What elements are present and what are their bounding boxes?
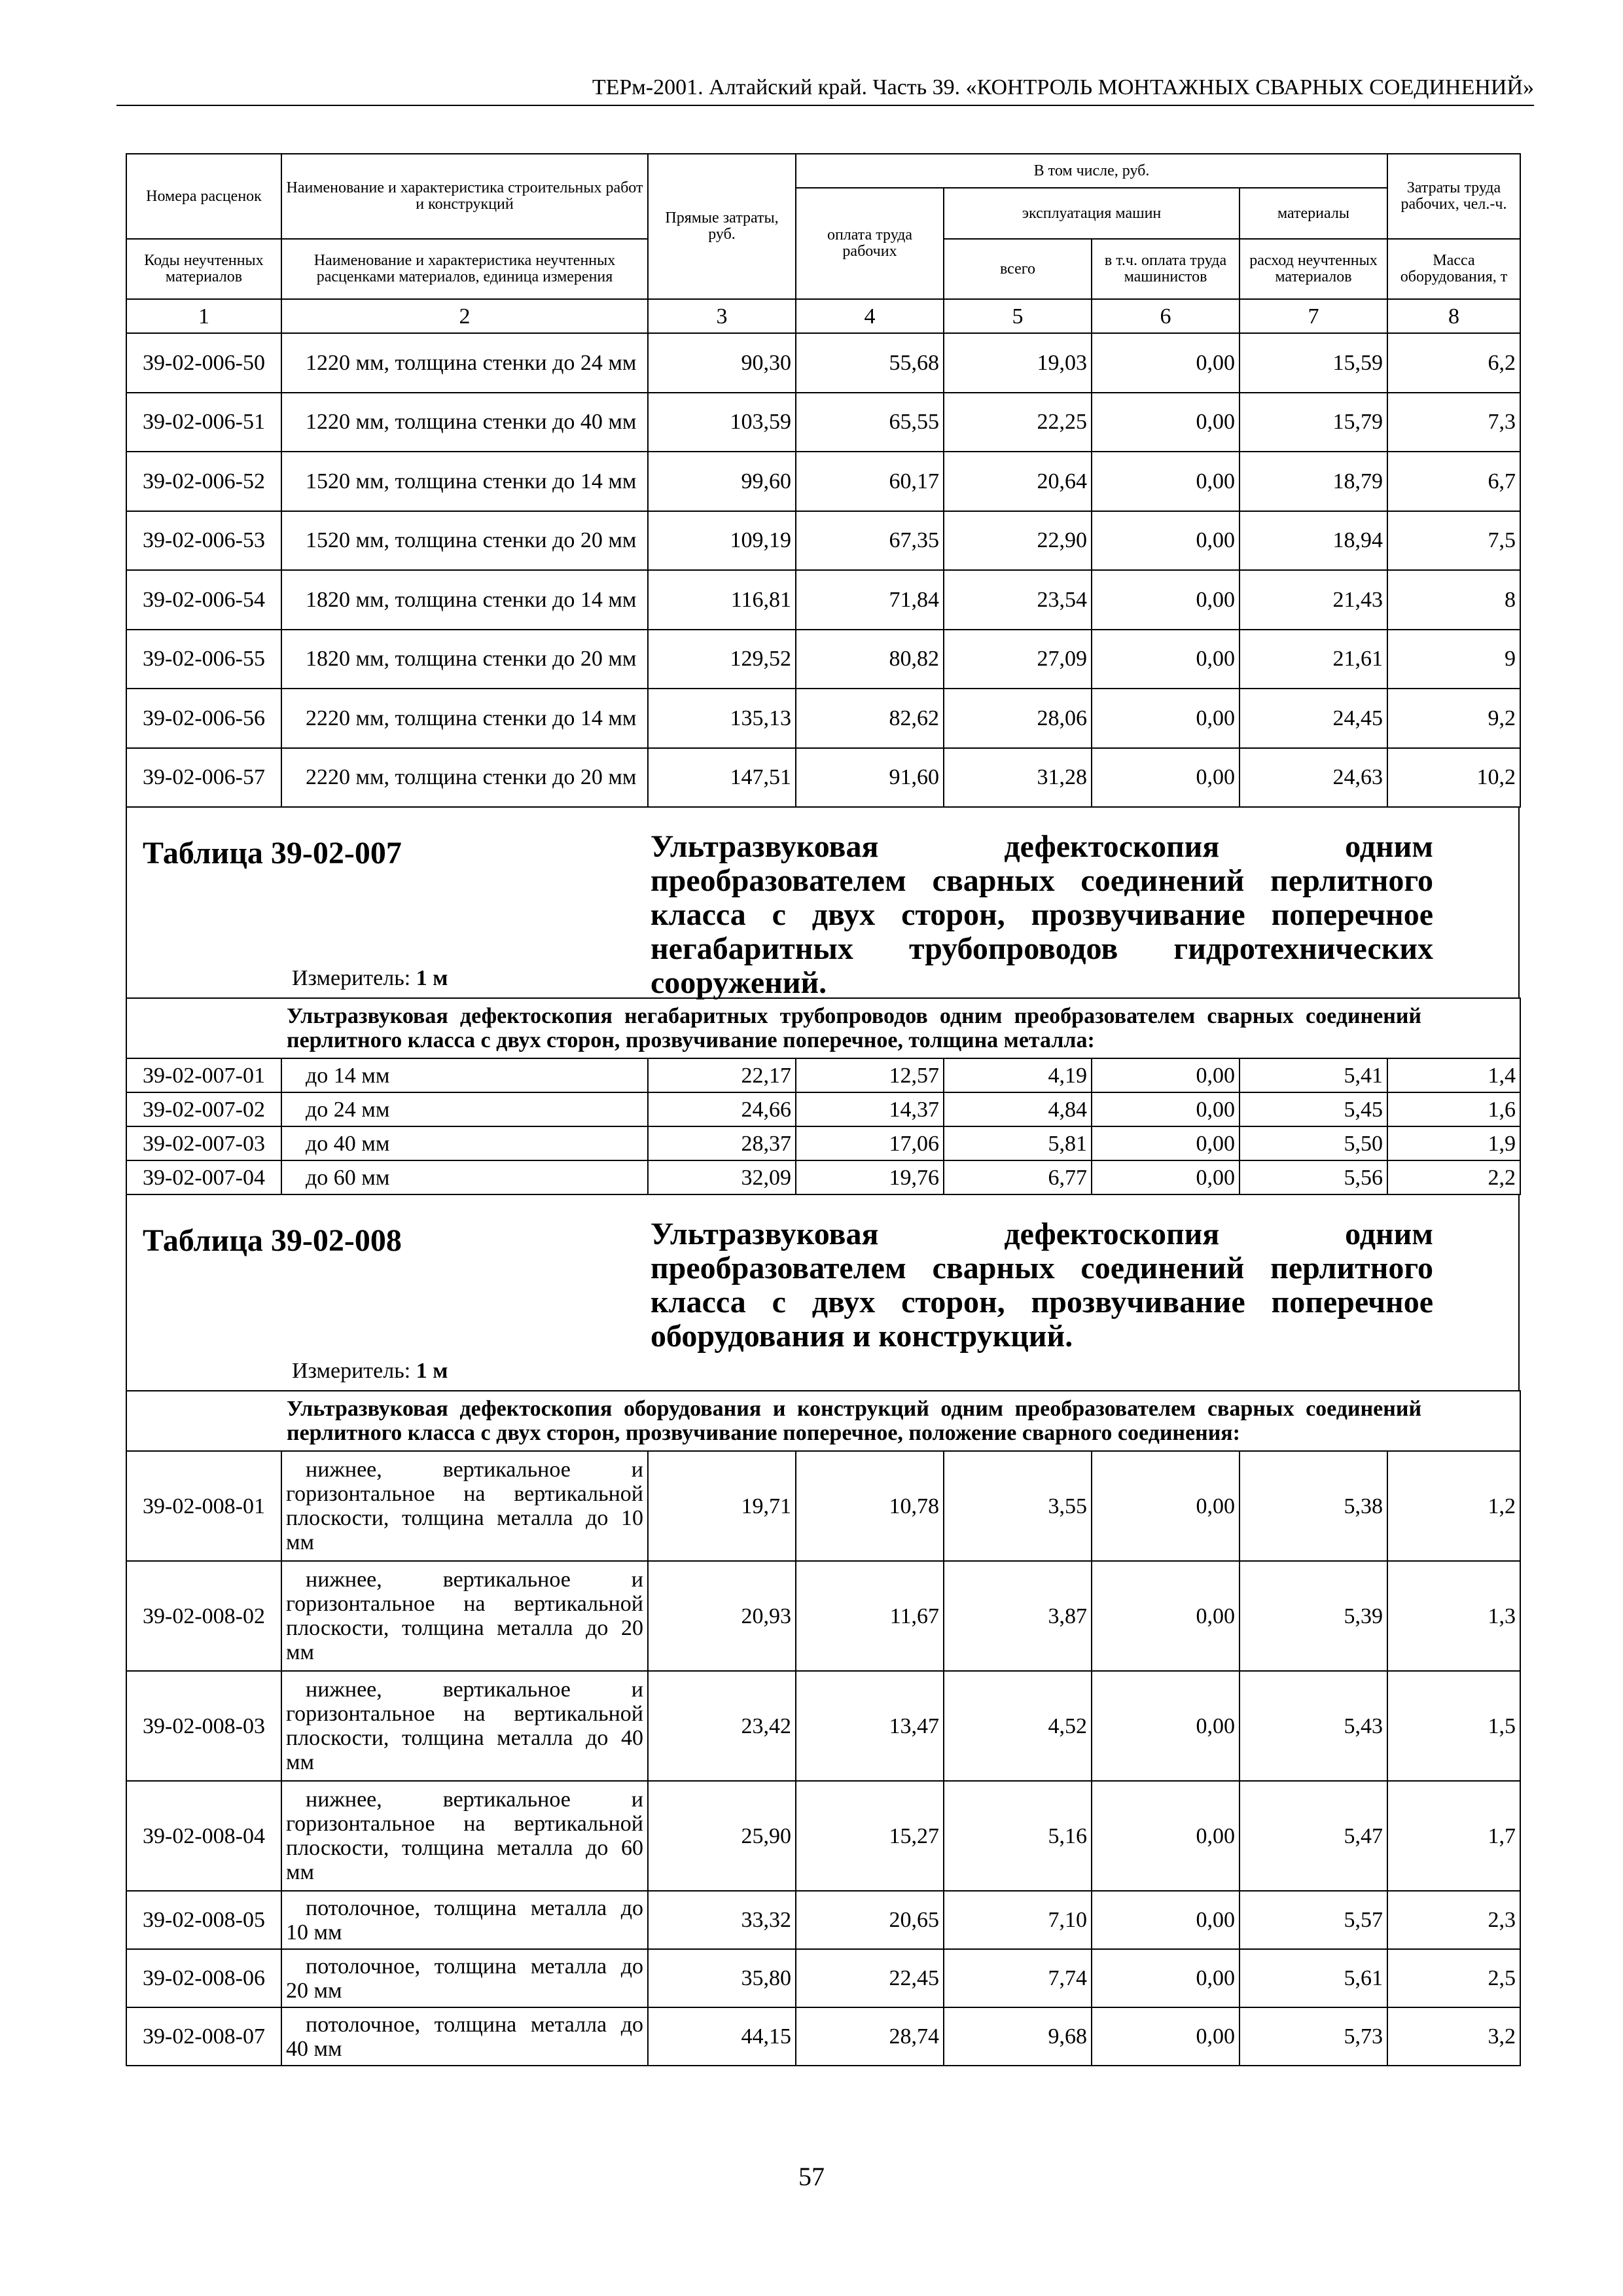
rate-code: 39-02-007-03 bbox=[126, 1126, 281, 1160]
materials-cost: 5,73 bbox=[1240, 2007, 1387, 2066]
operator-labor-cost: 0,00 bbox=[1092, 1891, 1240, 1949]
col-mat-names: Наименование и характеристика неучтенных расценками материалов, единица измерения bbox=[281, 239, 648, 299]
machine-cost: 4,52 bbox=[944, 1671, 1092, 1781]
table-row bbox=[126, 1092, 1520, 1126]
work-description: нижнее, вертикальное и горизонтальное на вертикальной плоскости, толщина металла до 60 мм bbox=[281, 1781, 648, 1891]
materials-cost: 5,41 bbox=[1240, 1058, 1387, 1092]
table-row bbox=[126, 1160, 1520, 1194]
table-number: Таблица 39-02-008 bbox=[143, 1223, 402, 1258]
table-row bbox=[126, 1451, 1520, 1561]
labor-cost: 82,62 bbox=[796, 689, 944, 748]
table-title: Ультразвуковая дефектоскопия одним преобразователем сварных соединений перлитного класса с двух сторон, прозвучивание поперечное оборудования и конструкций. bbox=[651, 1217, 1433, 1354]
machine-cost: 19,03 bbox=[944, 333, 1092, 393]
col-code: Номера расценок bbox=[126, 154, 281, 239]
labor-hours: 1,9 bbox=[1387, 1126, 1520, 1160]
materials-cost: 24,45 bbox=[1240, 689, 1387, 748]
rate-code: 39-02-008-05 bbox=[126, 1891, 281, 1949]
direct-cost: 90,30 bbox=[648, 333, 796, 393]
labor-cost: 19,76 bbox=[796, 1160, 944, 1194]
labor-hours: 2,3 bbox=[1387, 1891, 1520, 1949]
table-row bbox=[126, 393, 1520, 452]
rate-code: 39-02-006-50 bbox=[126, 333, 281, 393]
measure-label: Измеритель: bbox=[292, 1359, 411, 1383]
running-header: ТЕРм-2001. Алтайский край. Часть 39. «КОНТРОЛЬ МОНТАЖНЫХ СВАРНЫХ СОЕДИНЕНИЙ» bbox=[116, 71, 1534, 106]
machine-cost: 23,54 bbox=[944, 570, 1092, 630]
work-description: потолочное, толщина металла до 20 мм bbox=[281, 1949, 648, 2007]
table-row bbox=[126, 452, 1520, 511]
labor-cost: 28,74 bbox=[796, 2007, 944, 2066]
table-subtitle: Ультразвуковая дефектоскопия оборудования и конструкций одним преобразователем сварных соединений перлитного класса с двух сторон, прозвучивание поперечное, положение сварного соединения: bbox=[126, 1391, 1520, 1451]
operator-labor-cost: 0,00 bbox=[1092, 748, 1240, 808]
direct-cost: 35,80 bbox=[648, 1949, 796, 2007]
rate-code: 39-02-006-52 bbox=[126, 452, 281, 511]
work-description: до 24 мм bbox=[281, 1092, 648, 1126]
labor-cost: 15,27 bbox=[796, 1781, 944, 1891]
rate-code: 39-02-007-02 bbox=[126, 1092, 281, 1126]
work-description: нижнее, вертикальное и горизонтальное на вертикальной плоскости, толщина металла до 20 мм bbox=[281, 1561, 648, 1671]
direct-cost: 32,09 bbox=[648, 1160, 796, 1194]
col-labor-cost: оплата труда рабочих bbox=[796, 188, 944, 299]
rate-code: 39-02-008-06 bbox=[126, 1949, 281, 2007]
machine-cost: 27,09 bbox=[944, 630, 1092, 689]
table-row bbox=[126, 511, 1520, 571]
materials-cost: 5,47 bbox=[1240, 1781, 1387, 1891]
machine-cost: 20,64 bbox=[944, 452, 1092, 511]
operator-labor-cost: 0,00 bbox=[1092, 1160, 1240, 1194]
rate-code: 39-02-008-07 bbox=[126, 2007, 281, 2066]
table-row bbox=[126, 2007, 1520, 2066]
rate-code: 39-02-008-03 bbox=[126, 1671, 281, 1781]
operator-labor-cost: 0,00 bbox=[1092, 511, 1240, 571]
work-description: нижнее, вертикальное и горизонтальное на вертикальной плоскости, толщина металла до 10 мм bbox=[281, 1451, 648, 1561]
col-mach-total: всего bbox=[944, 239, 1092, 299]
table-008-heading bbox=[126, 1194, 1520, 1390]
col-num: 3 bbox=[648, 299, 796, 333]
col-mach-labor: в т.ч. оплата труда машинистов bbox=[1092, 239, 1240, 299]
machine-cost: 22,25 bbox=[944, 393, 1092, 452]
machine-cost: 22,90 bbox=[944, 511, 1092, 571]
col-name: Наименование и характеристика строительных работ и конструкций bbox=[281, 154, 648, 239]
materials-cost: 21,61 bbox=[1240, 630, 1387, 689]
rates-table-header bbox=[126, 153, 1521, 334]
labor-hours: 1,7 bbox=[1387, 1781, 1520, 1891]
rate-code: 39-02-006-57 bbox=[126, 748, 281, 808]
machine-cost: 4,19 bbox=[944, 1058, 1092, 1092]
operator-labor-cost: 0,00 bbox=[1092, 1092, 1240, 1126]
col-incl: В том числе, руб. bbox=[796, 154, 1387, 188]
labor-cost: 14,37 bbox=[796, 1092, 944, 1126]
table-row bbox=[126, 1891, 1520, 1949]
machine-cost: 3,55 bbox=[944, 1451, 1092, 1561]
table-row bbox=[126, 630, 1520, 689]
labor-hours: 2,5 bbox=[1387, 1949, 1520, 2007]
machine-cost: 3,87 bbox=[944, 1561, 1092, 1671]
direct-cost: 33,32 bbox=[648, 1891, 796, 1949]
table-row bbox=[126, 1671, 1520, 1781]
materials-cost: 5,50 bbox=[1240, 1126, 1387, 1160]
labor-hours: 1,6 bbox=[1387, 1092, 1520, 1126]
labor-hours: 1,5 bbox=[1387, 1671, 1520, 1781]
rate-code: 39-02-007-01 bbox=[126, 1058, 281, 1092]
table-row bbox=[126, 333, 1520, 393]
table-row bbox=[126, 570, 1520, 630]
operator-labor-cost: 0,00 bbox=[1092, 570, 1240, 630]
labor-cost: 20,65 bbox=[796, 1891, 944, 1949]
direct-cost: 22,17 bbox=[648, 1058, 796, 1092]
direct-cost: 147,51 bbox=[648, 748, 796, 808]
work-description: 1820 мм, толщина стенки до 20 мм bbox=[281, 630, 648, 689]
direct-cost: 25,90 bbox=[648, 1781, 796, 1891]
col-mass: Масса оборудования, т bbox=[1387, 239, 1520, 299]
work-description: нижнее, вертикальное и горизонтальное на вертикальной плоскости, толщина металла до 40 мм bbox=[281, 1671, 648, 1781]
labor-cost: 22,45 bbox=[796, 1949, 944, 2007]
table-title: Ультразвуковая дефектоскопия одним преобразователем сварных соединений перлитного класса с двух сторон, прозвучивание поперечное негабаритных трубопроводов гидротехнических сооружений. bbox=[651, 829, 1433, 1000]
col-labor-hours: Затраты труда рабочих, чел.-ч. bbox=[1387, 154, 1520, 239]
direct-cost: 44,15 bbox=[648, 2007, 796, 2066]
work-description: до 40 мм bbox=[281, 1126, 648, 1160]
table-subtitle: Ультразвуковая дефектоскопия негабаритных трубопроводов одним преобразователем сварных соединений перлитного класса с двух сторон, прозвучивание поперечное, толщина металла: bbox=[126, 998, 1520, 1058]
table-row bbox=[126, 1781, 1520, 1891]
direct-cost: 20,93 bbox=[648, 1561, 796, 1671]
labor-cost: 91,60 bbox=[796, 748, 944, 808]
materials-cost: 5,39 bbox=[1240, 1561, 1387, 1671]
labor-hours: 1,3 bbox=[1387, 1561, 1520, 1671]
labor-cost: 67,35 bbox=[796, 511, 944, 571]
table-row bbox=[126, 1561, 1520, 1671]
measure-unit bbox=[292, 1359, 448, 1384]
work-description: до 14 мм bbox=[281, 1058, 648, 1092]
rate-code: 39-02-008-01 bbox=[126, 1451, 281, 1561]
work-description: 1520 мм, толщина стенки до 14 мм bbox=[281, 452, 648, 511]
labor-cost: 12,57 bbox=[796, 1058, 944, 1092]
rates-table-block-007 bbox=[126, 997, 1521, 1195]
table-row bbox=[126, 1126, 1520, 1160]
operator-labor-cost: 0,00 bbox=[1092, 1451, 1240, 1561]
direct-cost: 116,81 bbox=[648, 570, 796, 630]
direct-cost: 23,42 bbox=[648, 1671, 796, 1781]
col-mat-consumption: расход неучтенных материалов bbox=[1240, 239, 1387, 299]
direct-cost: 103,59 bbox=[648, 393, 796, 452]
labor-hours: 6,2 bbox=[1387, 333, 1520, 393]
materials-cost: 5,43 bbox=[1240, 1671, 1387, 1781]
rate-code: 39-02-006-55 bbox=[126, 630, 281, 689]
direct-cost: 19,71 bbox=[648, 1451, 796, 1561]
col-machines: эксплуатация машин bbox=[944, 188, 1240, 239]
measure-value: 1 м bbox=[416, 966, 448, 990]
col-num: 4 bbox=[796, 299, 944, 333]
machine-cost: 5,81 bbox=[944, 1126, 1092, 1160]
table-row bbox=[126, 748, 1520, 808]
labor-hours: 6,7 bbox=[1387, 452, 1520, 511]
rate-code: 39-02-008-04 bbox=[126, 1781, 281, 1891]
work-description: потолочное, толщина металла до 40 мм bbox=[281, 2007, 648, 2066]
materials-cost: 5,38 bbox=[1240, 1451, 1387, 1561]
materials-cost: 5,56 bbox=[1240, 1160, 1387, 1194]
machine-cost: 7,10 bbox=[944, 1891, 1092, 1949]
labor-hours: 3,2 bbox=[1387, 2007, 1520, 2066]
work-description: 2220 мм, толщина стенки до 14 мм bbox=[281, 689, 648, 748]
col-num: 8 bbox=[1387, 299, 1520, 333]
measure-value: 1 м bbox=[416, 1359, 448, 1383]
labor-hours: 1,4 bbox=[1387, 1058, 1520, 1092]
measure-label: Измеритель: bbox=[292, 966, 411, 990]
col-direct: Прямые затраты, руб. bbox=[648, 154, 796, 299]
operator-labor-cost: 0,00 bbox=[1092, 452, 1240, 511]
rate-code: 39-02-007-04 bbox=[126, 1160, 281, 1194]
col-mat-codes: Коды неучтенных материалов bbox=[126, 239, 281, 299]
rate-code: 39-02-008-02 bbox=[126, 1561, 281, 1671]
work-description: 2220 мм, толщина стенки до 20 мм bbox=[281, 748, 648, 808]
labor-cost: 65,55 bbox=[796, 393, 944, 452]
rates-table-block-008 bbox=[126, 1390, 1521, 2066]
labor-hours: 8 bbox=[1387, 570, 1520, 630]
work-description: 1820 мм, толщина стенки до 14 мм bbox=[281, 570, 648, 630]
labor-cost: 17,06 bbox=[796, 1126, 944, 1160]
work-description: до 60 мм bbox=[281, 1160, 648, 1194]
machine-cost: 28,06 bbox=[944, 689, 1092, 748]
table-number: Таблица 39-02-007 bbox=[143, 836, 402, 870]
labor-hours: 10,2 bbox=[1387, 748, 1520, 808]
machine-cost: 7,74 bbox=[944, 1949, 1092, 2007]
operator-labor-cost: 0,00 bbox=[1092, 689, 1240, 748]
operator-labor-cost: 0,00 bbox=[1092, 1058, 1240, 1092]
materials-cost: 15,59 bbox=[1240, 333, 1387, 393]
labor-cost: 13,47 bbox=[796, 1671, 944, 1781]
labor-hours: 7,3 bbox=[1387, 393, 1520, 452]
operator-labor-cost: 0,00 bbox=[1092, 1949, 1240, 2007]
col-num: 6 bbox=[1092, 299, 1240, 333]
page-number: 57 bbox=[798, 2162, 825, 2191]
operator-labor-cost: 0,00 bbox=[1092, 1126, 1240, 1160]
col-num: 5 bbox=[944, 299, 1092, 333]
machine-cost: 31,28 bbox=[944, 748, 1092, 808]
machine-cost: 5,16 bbox=[944, 1781, 1092, 1891]
machine-cost: 9,68 bbox=[944, 2007, 1092, 2066]
measure-unit bbox=[292, 966, 448, 991]
rate-code: 39-02-006-51 bbox=[126, 393, 281, 452]
labor-hours: 9 bbox=[1387, 630, 1520, 689]
table-row bbox=[126, 1058, 1520, 1092]
rate-code: 39-02-006-54 bbox=[126, 570, 281, 630]
materials-cost: 5,57 bbox=[1240, 1891, 1387, 1949]
rates-table-block-006 bbox=[126, 332, 1521, 808]
work-description: 1220 мм, толщина стенки до 24 мм bbox=[281, 333, 648, 393]
labor-cost: 55,68 bbox=[796, 333, 944, 393]
materials-cost: 18,79 bbox=[1240, 452, 1387, 511]
labor-hours: 1,2 bbox=[1387, 1451, 1520, 1561]
table-row bbox=[126, 1949, 1520, 2007]
operator-labor-cost: 0,00 bbox=[1092, 1561, 1240, 1671]
operator-labor-cost: 0,00 bbox=[1092, 2007, 1240, 2066]
work-description: 1520 мм, толщина стенки до 20 мм bbox=[281, 511, 648, 571]
work-description: потолочное, толщина металла до 10 мм bbox=[281, 1891, 648, 1949]
machine-cost: 6,77 bbox=[944, 1160, 1092, 1194]
materials-cost: 5,45 bbox=[1240, 1092, 1387, 1126]
table-row bbox=[126, 689, 1520, 748]
direct-cost: 129,52 bbox=[648, 630, 796, 689]
direct-cost: 99,60 bbox=[648, 452, 796, 511]
machine-cost: 4,84 bbox=[944, 1092, 1092, 1126]
labor-cost: 11,67 bbox=[796, 1561, 944, 1671]
col-num: 2 bbox=[281, 299, 648, 333]
materials-cost: 15,79 bbox=[1240, 393, 1387, 452]
operator-labor-cost: 0,00 bbox=[1092, 393, 1240, 452]
labor-cost: 71,84 bbox=[796, 570, 944, 630]
labor-cost: 10,78 bbox=[796, 1451, 944, 1561]
materials-cost: 21,43 bbox=[1240, 570, 1387, 630]
materials-cost: 5,61 bbox=[1240, 1949, 1387, 2007]
direct-cost: 135,13 bbox=[648, 689, 796, 748]
materials-cost: 24,63 bbox=[1240, 748, 1387, 808]
work-description: 1220 мм, толщина стенки до 40 мм bbox=[281, 393, 648, 452]
direct-cost: 109,19 bbox=[648, 511, 796, 571]
col-materials: материалы bbox=[1240, 188, 1387, 239]
col-num: 7 bbox=[1240, 299, 1387, 333]
col-num: 1 bbox=[126, 299, 281, 333]
labor-cost: 80,82 bbox=[796, 630, 944, 689]
direct-cost: 28,37 bbox=[648, 1126, 796, 1160]
materials-cost: 18,94 bbox=[1240, 511, 1387, 571]
labor-cost: 60,17 bbox=[796, 452, 944, 511]
rate-code: 39-02-006-53 bbox=[126, 511, 281, 571]
operator-labor-cost: 0,00 bbox=[1092, 333, 1240, 393]
labor-hours: 7,5 bbox=[1387, 511, 1520, 571]
rate-code: 39-02-006-56 bbox=[126, 689, 281, 748]
direct-cost: 24,66 bbox=[648, 1092, 796, 1126]
operator-labor-cost: 0,00 bbox=[1092, 1671, 1240, 1781]
labor-hours: 9,2 bbox=[1387, 689, 1520, 748]
table-007-heading bbox=[126, 806, 1520, 1000]
operator-labor-cost: 0,00 bbox=[1092, 630, 1240, 689]
operator-labor-cost: 0,00 bbox=[1092, 1781, 1240, 1891]
labor-hours: 2,2 bbox=[1387, 1160, 1520, 1194]
